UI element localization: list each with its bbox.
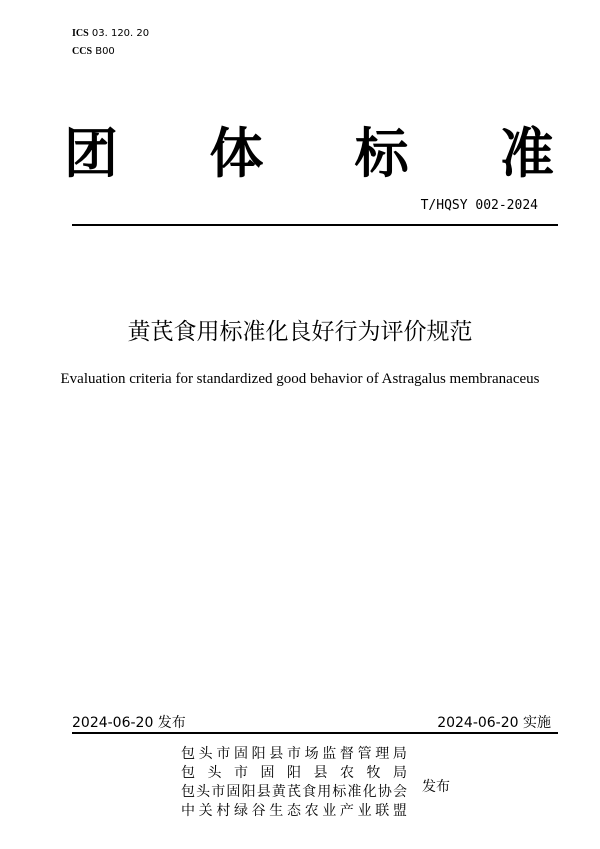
issuer-item xyxy=(181,745,407,764)
standard-type-title xyxy=(64,122,554,186)
issuer-char: 县 xyxy=(269,746,284,762)
issuer-char: 黄 xyxy=(271,784,286,800)
issuer-char: 化 xyxy=(362,784,377,800)
issuer-char: 理 xyxy=(375,746,390,762)
title-char: 团 xyxy=(64,122,118,185)
issuer-char: 固 xyxy=(226,784,241,800)
issuer-char: 阳 xyxy=(287,765,301,781)
issuer-item xyxy=(181,802,407,821)
issuer-char: 谷 xyxy=(251,803,266,819)
issuer-char: 态 xyxy=(286,803,301,819)
issuer-char: 固 xyxy=(260,765,275,781)
issuer-char: 固 xyxy=(233,746,248,762)
issuer-char: 中 xyxy=(181,803,195,819)
issuer-char: 准 xyxy=(347,784,362,800)
issuer-char: 产 xyxy=(339,803,354,819)
issuer-char: 市 xyxy=(286,746,301,762)
ccs-code xyxy=(72,46,115,58)
issuer-char: 县 xyxy=(256,784,271,800)
issuer-char: 监 xyxy=(322,746,337,762)
ics-label: ICS xyxy=(72,28,89,39)
standard-number: T/HQSY 002-2024 xyxy=(420,198,538,213)
title-char: 体 xyxy=(209,122,264,185)
issuer-list xyxy=(181,745,407,821)
issuer-char: 农 xyxy=(340,765,354,781)
publish-date: 2024-06-20 发布 xyxy=(72,715,186,731)
issuer-char: 村 xyxy=(216,803,231,819)
title-char: 标 xyxy=(354,122,409,185)
issuer-char: 包 xyxy=(181,746,195,762)
issuer-char: 管 xyxy=(357,746,372,762)
issuer-char: 关 xyxy=(198,803,213,819)
document-title-en: Evaluation criteria for standardized good behavior of Astragalus membranaceus xyxy=(60,371,540,387)
issuer-char: 芪 xyxy=(286,784,301,800)
issuer-char: 牧 xyxy=(366,765,381,781)
top-divider xyxy=(72,224,558,226)
issuer-char: 盟 xyxy=(392,803,407,819)
issuer-char: 绿 xyxy=(233,803,248,819)
issuer-char: 督 xyxy=(339,746,354,762)
issuer-item xyxy=(181,764,407,783)
issuer-char: 业 xyxy=(357,803,372,819)
issuer-char: 局 xyxy=(393,765,407,781)
title-char: 准 xyxy=(499,122,554,185)
issuer-char: 协 xyxy=(377,784,392,800)
ics-code xyxy=(72,28,149,40)
implement-date: 2024-06-20 实施 xyxy=(437,715,551,731)
ccs-label: CCS xyxy=(72,46,93,57)
issuer-char: 局 xyxy=(392,746,407,762)
issuer-char: 业 xyxy=(322,803,337,819)
issuer-char: 场 xyxy=(304,746,319,762)
issuer-char: 食 xyxy=(302,784,317,800)
issuer-char: 县 xyxy=(313,765,328,781)
issuer-char: 联 xyxy=(375,803,390,819)
issuer-char: 阳 xyxy=(251,746,266,762)
issuer-char: 包 xyxy=(181,784,195,800)
issuer-char: 市 xyxy=(234,765,248,781)
issuer-char: 用 xyxy=(317,784,332,800)
bottom-divider xyxy=(72,732,558,734)
issuer-char: 会 xyxy=(392,784,407,800)
issuer-char: 市 xyxy=(216,746,231,762)
issuer-char: 标 xyxy=(332,784,347,800)
issuer-char: 头 xyxy=(196,784,211,800)
issuer-char: 农 xyxy=(304,803,319,819)
issuer-char: 包 xyxy=(181,765,195,781)
issuer-char: 生 xyxy=(269,803,284,819)
issuer-item xyxy=(181,783,407,802)
issuer-char: 阳 xyxy=(241,784,256,800)
publish-label: 发布 xyxy=(422,779,450,795)
issuer-char: 头 xyxy=(198,746,213,762)
issuer-char: 市 xyxy=(211,784,226,800)
ics-value: 03. 120. 20 xyxy=(91,28,150,39)
document-title-cn: 黄芪食用标准化良好行为评价规范 xyxy=(127,319,473,345)
ccs-value: B00 xyxy=(95,46,115,57)
issuer-char: 头 xyxy=(207,765,222,781)
